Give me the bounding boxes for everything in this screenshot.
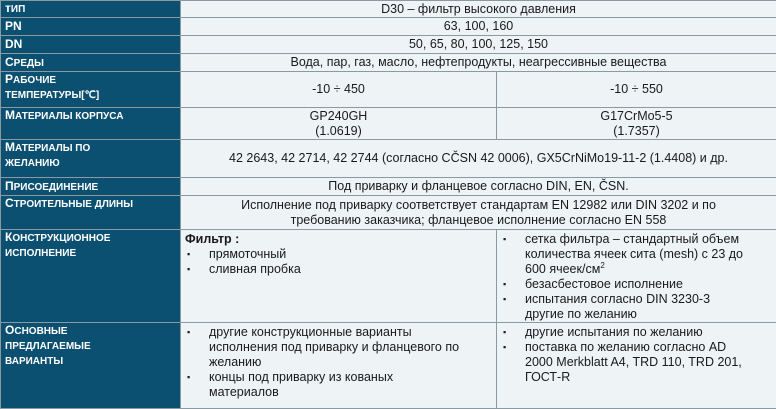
row-connection — [1, 178, 776, 196]
label-dn: DN — [1, 36, 181, 54]
value-variants-left — [181, 323, 497, 409]
design-heading: Фильтр : — [185, 232, 492, 247]
label-connection: ПРИСОЕДИНЕНИЕ — [1, 178, 181, 196]
value-temperature-right: -10 ÷ 550 — [497, 72, 776, 108]
value-lengths: Исполнение под приварку соответствует стандартам EN 12982 или DIN 3202 и по требованию заказчика; фланцевое исполнение согласно EN 558 — [181, 196, 776, 230]
value-materials-request: 42 2643, 42 2714, 42 2744 (согласно CČSN 42 0006), GX5CrNiMo19-11-2 (1.4408) и др. — [181, 140, 776, 178]
value-variants-right — [497, 323, 776, 409]
row-pn — [1, 18, 776, 36]
list-item: ▪ сетка фильтра – стандартный объем количества ячеек сита (mesh) с 23 до 600 ячеек/$см^2$ — [501, 232, 772, 277]
bullet-icon: ▪ — [185, 247, 209, 262]
bullet-icon: ▪ — [185, 325, 209, 340]
row-variants — [1, 323, 776, 409]
list-item: ▪ поставка по желанию согласно AD 2000 Merkblatt A4, TRD 110, TRD 201, ГОСТ-R — [501, 340, 772, 385]
label-media: СРЕДЫ — [1, 54, 181, 72]
row-design — [1, 230, 776, 323]
row-lengths — [1, 196, 776, 230]
row-temperature — [1, 72, 776, 108]
row-media — [1, 54, 776, 72]
label-body-materials: МАТЕРИАЛЫ КОРПУСА — [1, 108, 181, 140]
label-temperature: РАБОЧИЕ ТЕМПЕРАТУРЫ[℃] — [1, 72, 181, 108]
bullet-icon: ▪ — [501, 292, 525, 307]
bullet-icon: ▪ — [501, 340, 525, 355]
bullet-icon: ▪ — [501, 277, 525, 292]
bullet-icon: ▪ — [501, 325, 525, 340]
value-design-right — [497, 230, 776, 323]
value-body-materials-right: G17CrMo5-5 (1.7357) — [497, 108, 776, 140]
row-body-materials — [1, 108, 776, 140]
value-design-left — [181, 230, 497, 323]
bullet-icon: ▪ — [501, 232, 525, 247]
row-materials-request — [1, 140, 776, 178]
row-type — [1, 1, 776, 18]
value-body-materials-left: GP240GH (1.0619) — [181, 108, 497, 140]
row-dn — [1, 36, 776, 54]
list-item: ▪ концы под приварку из кованых материалов — [185, 370, 492, 400]
label-materials-request: МАТЕРИАЛЫ ПО ЖЕЛАНИЮ — [1, 140, 181, 178]
label-design: КОНСТРУКЦИОННОЕ ИСПОЛНЕНИЕ — [1, 230, 181, 323]
list-item: ▪ другие конструкционные варианты исполнения под приварку и фланцевого по желанию — [185, 325, 492, 370]
value-connection: Под приварку и фланцевое согласно DIN, EN, ČSN. — [181, 178, 776, 196]
value-media: Вода, пар, газ, масло, нефтепродукты, неагрессивные вещества — [181, 54, 776, 72]
bullet-icon: ▪ — [185, 370, 209, 385]
value-temperature-left: -10 ÷ 450 — [181, 72, 497, 108]
list-item: ▪ прямоточный — [185, 247, 492, 262]
value-type: D30 – фильтр высокого давления — [181, 1, 776, 18]
value-dn: 50, 65, 80, 100, 125, 150 — [181, 36, 776, 54]
list-item: ▪ испытания согласно DIN 3230-3 другие по желанию — [501, 292, 772, 322]
list-item: ▪ другие испытания по желанию — [501, 325, 772, 340]
label-type: тИП — [1, 1, 181, 18]
label-pn: PN — [1, 18, 181, 36]
value-pn: 63, 100, 160 — [181, 18, 776, 36]
label-variants: ОСНОВНЫЕ ПРЕДЛАГАЕМЫЕ ВАРИАНТЫ — [1, 323, 181, 409]
bullet-icon: ▪ — [185, 262, 209, 277]
list-item: ▪ безасбестовое исполнение — [501, 277, 772, 292]
label-lengths: СТРОИТЕЛЬНЫЕ ДЛИНЫ — [1, 196, 181, 230]
list-item: ▪ сливная пробка — [185, 262, 492, 277]
